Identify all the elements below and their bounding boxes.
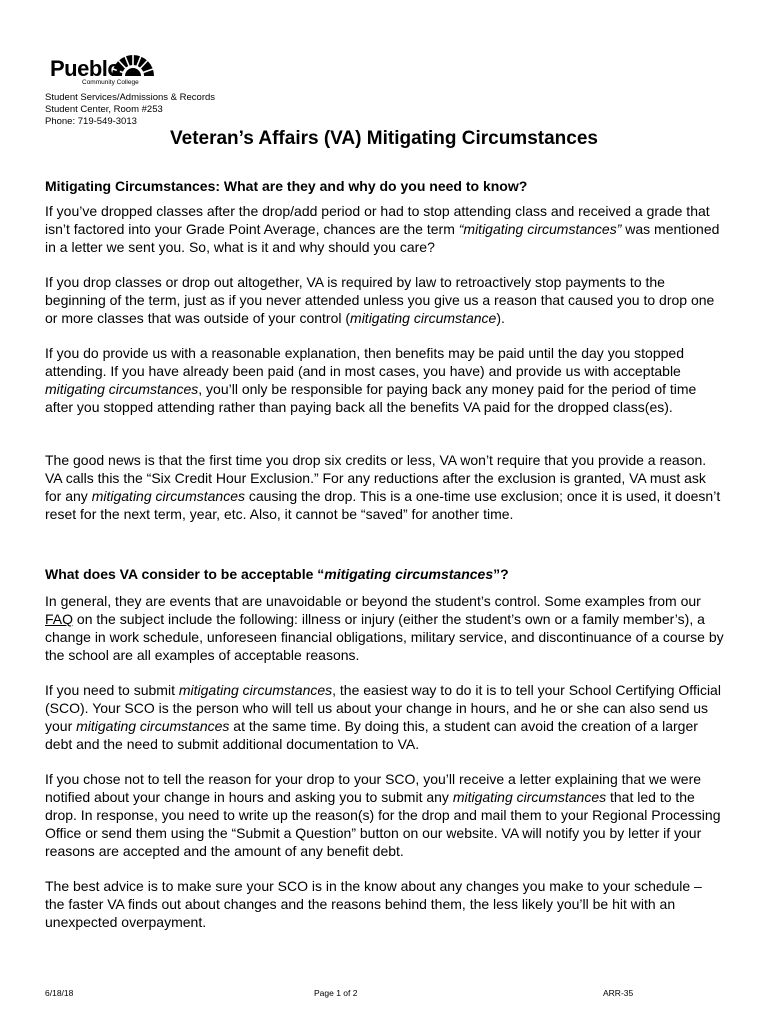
footer-form-code: ARR-35 [603, 988, 634, 998]
footer-page-number: Page 1 of 2 [314, 988, 358, 998]
contact-department: Student Services/Admissions & Records [45, 92, 216, 103]
paragraph-best-advice: The best advice is to make sure your SCO is in the know about any changes you make to your schedule – the faster VA finds out about changes and the reasons behind them, the less likely you’ll be hit with an unexpected overpayment. [45, 878, 702, 930]
page-title: Veteran’s Affairs (VA) Mitigating Circumstances [170, 128, 598, 149]
college-logo [50, 50, 160, 92]
logo-subtitle: Community College [82, 79, 139, 86]
contact-location: Student Center, Room #253 [45, 103, 163, 115]
paragraph-exclusion: The good news is that the first time you drop six credits or less, VA won’t require that you provide a reason. VA calls this the “Six Credit Hour Exclusion.” For any reductions after the exclusion is granted, VA must ask for any mitigating circumstances causing the drop. This is a one-time use exclusion; once it is used, it doesn’t reset for the next term, year, etc. Also, it cannot be “saved” for another time. [45, 452, 721, 522]
section-heading-what-are-they: Mitigating Circumstances: What are they and why do you need to know? [45, 178, 528, 194]
paragraph-submit-sco: If you need to submit mitigating circumstances, the easiest way to do it is to tell your School Certifying Official (SCO). Your SCO is the person who will tell us about your change in hours, and he or she can also send us your mitigating circumstances at the same time. By doing this, a student can avoid the creation of a larger debt and the need to submit additional documentation to VA. [45, 682, 721, 752]
paragraph-examples: In general, they are events that are unavoidable or beyond the student’s control. Some examples from our FAQ on the subject include the following: illness or injury (either the student’s own or a family member’s), a change in work schedule, unforeseen financial obligations, military service, and discontinuance of a course by the school are all examples of acceptable reasons. [45, 593, 724, 663]
faq-link[interactable]: FAQ [45, 611, 74, 627]
logo-wordmark: Pueblo [50, 56, 121, 81]
paragraph-letter: If you chose not to tell the reason for your drop to your SCO, you’ll receive a letter explaining that we were notified about your change in hours and asking you to submit any mitigating circumstances that led to the drop. In response, you need to write up the reason(s) for the drop and mail them to your Regional Processing Office or send them using the “Submit a Question” button on our website. VA will notify you by letter if your reasons are accepted and the amount of any benefit debt. [45, 771, 721, 859]
section-heading-acceptable: What does VA consider to be acceptable “mitigating circumstances”? [45, 566, 509, 582]
paragraph-retroactive: If you drop classes or drop out altogether, VA is required by law to retroactively stop payments to the beginning of the term, just as if you never attended unless you give us a reason that caused you to drop one or more classes that was outside of your control (mitigating circumstance). [45, 274, 715, 326]
paragraph-explanation: If you do provide us with a reasonable explanation, then benefits may be paid until the day you stopped attending. If you have already been paid (and in most cases, you have) and provide us with acceptable mitigating circumstances, you’ll only be responsible for paying back any money paid for the period of time after you stopped attending rather than paying back all the benefits VA paid for the dropped class(es). [45, 345, 697, 415]
contact-phone: Phone: 719-549-3013 [45, 115, 137, 127]
paragraph-intro: If you’ve dropped classes after the drop/add period or had to stop attending class and received a grade that isn’t factored into your Grade Point Average, chances are the term “mitigating circumstances” was mentioned in a letter we sent you. So, what is it and why should you care? [45, 203, 720, 255]
footer-date: 6/18/18 [45, 988, 74, 998]
contact-block [45, 92, 215, 127]
